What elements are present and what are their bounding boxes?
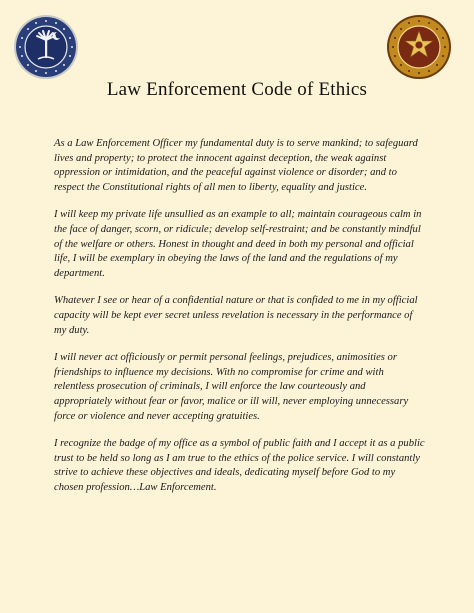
paragraph: I recognize the badge of my office as a symbol of public faith and I accept it as a public trust to be held so long as I am true to the ethics of the police service. I will constantly strive to achieve these objectives and ideals, dedicating myself before God to my chosen profession…Law Enforcement. xyxy=(54,438,425,493)
document-body xyxy=(54,137,426,508)
document-title: Law Enforcement Code of Ethics xyxy=(106,79,368,100)
paragraph: As a Law Enforcement Officer my fundamental duty is to serve mankind; to safeguard lives and property; to protect the innocent against deception, the weak against oppression or intimidation, and the peaceful against violence or disorder; and to respect the Constitutional rights of all men to liberty, equality and justice. xyxy=(54,138,418,193)
paragraph: I will never act officiously or permit personal feelings, prejudices, animosities or friendships to influence my decisions. With no compromise for crime and with relentless prosecution of criminals, I will enforce the law courteously and appropriately without fear or favor, malice or ill will, never employing unnecessary force or violence and never accepting gratuities. xyxy=(54,352,409,422)
palmetto-seal-icon xyxy=(13,14,79,80)
paragraph: I will keep my private life unsullied as an example to all; maintain courageous calm in the face of danger, scorn, or ridicule; develop self-restraint; and be constantly mindful of the welfare or others. Honest in thought and deed in both my personal and official life, I will be exemplary in obeying the laws of the land and the regulations of my department. xyxy=(54,209,422,279)
paragraph: Whatever I see or hear of a confidential nature or that is confided to me in my official capacity will be kept ever secret unless revelation is necessary in the performance of my duty. xyxy=(54,295,418,336)
police-badge-seal-icon xyxy=(386,14,452,80)
